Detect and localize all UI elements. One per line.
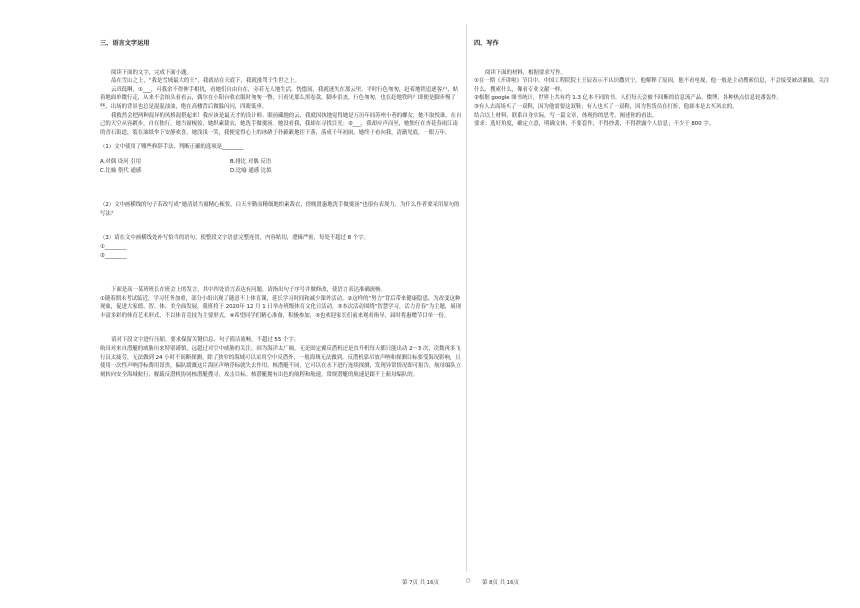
passage-paragraph-1: 喆在雪山之上，“我是雪域最大的王”，我就站在天底下，我就涨驾于生世之上。 [111, 78, 300, 85]
question-3-prompt: （3）请在文中画横线处补写恰当的语句，使整段文字语意完整连贯，内容贴切，逻辑严密，每处不超过 8 个字。 [100, 235, 370, 242]
writing-intro: 阅读下面的材料，根据要求写作。 [485, 69, 566, 76]
task-3-text: 航母对来自潜艇的威胁历来特别谨慎，远超过对空中威胁的关注。因为海洋太广阔，无论固定翼反潜机还是直升机每天都只能出动 2～3 次，次数再多飞行员太疲劳，无法做到 24 小时不间断探测。除了狭窄的海域可以采用空中反潜外，一般海域无法做到。反潜机靠吊放声呐和探测目标要受海况影响，且使用一次性声呐浮标费用昂贵，偏队缓溉这片海区声呐浮标就失去作用。核潜艇不同，它可以在水下进行连续探测，发现异常情况即可报告，航母编队立刻转向安全海域航行，舰载反潜机协同核潜艇搜寻，攻击目标。核潜艇拥有出色的航程和航速，常规潜艇的航速是跟不上航母编队的。 [100, 346, 462, 378]
question-2: （2）文中画横线的句子若改写成“她清晨当窗精心梳妆，白天辛勤而精细地织素裁衣，傍晚贤惠地洗手做羹汤”也很有表现力，为什么作者要采用原句的写法？ [100, 202, 460, 217]
question-1-options-row-1 [100, 158, 462, 167]
left-column [100, 28, 462, 379]
page-number-right: 第 8页 共 16页 [482, 580, 519, 586]
material-item-1: ①在一期《开讲啦》节目中，中国工程院院士王辰表示不认识撒贝宁，他解释了原因，他不看电视，他一般是主动搜索信息，不会接受被动灌输，关注什么，搜索什么，像看专业文献一样。 [474, 78, 830, 93]
option-d: D.比喻 通感 比拟 [230, 167, 272, 174]
passage-paragraph-2: 云真低啊，①___，可我余不得伸手相扰，看她们自由自在，旁若无人地生活。恍惚间，我就迷失在那云里。平时行色匆匆，赶着地铁追逐客户，贴着地面单微行走，从来不会抬头看看云，偶尔在小阳台收衣服时匆匆一瞥，只看见那么黑卷款，脚步沮丧，行色匆匆，也在赶地铁吗？即便是脚步慢了些，出场的背景也总是混混浊浊，绝在高楼背后做躲闪闪，四眼低垂。 [100, 86, 459, 110]
question-1-options-row-2 [100, 167, 462, 176]
question-1-prompt: （1）文中使用了哪些修辞手法，判断正确的选项是________ [100, 144, 244, 151]
section-title-writing: 四、写作 [474, 40, 499, 47]
task-3-intro: 请对下段文字进行压缩。要求保留关键信息，句子简洁流畅，不超过 55 个字。 [111, 337, 300, 344]
task-2-intro: 下面是高一某班班长在班会上的发言，其中四处语言表达有问题，请指出句子序号并做修改，使语言表达准确流畅。 [111, 287, 386, 294]
task-2-text: ①随着期末考试临近，学习任务加重，部分小组出现了随意不上体育课，延长学习时间和减少课外活动。②这样的“努力”背后带来健康隐患，为改变这种现象，促进大家德、智、体、美全面发展，我班将于 2020年 12 月 1 日举办班级体育文化日活动，③本次活动围绕“智慧学习，活力青春”为主题，展现丰富多彩的体育艺术形式，不以体育竞技为主要形式，④希望同学们精心准备，积极参加，⑤也欢迎家长们前来观看指导，届时将惠赠节目单一份。 [100, 295, 462, 319]
passage-paragraph-3: 我救然会把两种混异的风格混搭起来！我应该是最天才的设计师。眼前藏地的云，我就因执地觉得她是万历年间苏州小巷的螺女，她不取悦谁，在自己的天空从容踱步，自在独行，她当窗梳妆，她织素裁衣，她洗手做羹汤。她没看我，我却在寻找目光：②___，我却应声而至，她独行在杏花春雨江南的青石街道，裂在油纸伞下安静欢喜，她浅浅一笑，我便觉得心上的冰碴子扑簌簌地往下落，落成千年初雨，她终于看向我，清澈见底，一眼万年。 [100, 112, 462, 136]
footer-separator-icon: ○ [466, 578, 471, 584]
writing-requirement-2: 要求：选好角度，确定立意，明确文体，不要套作，不得抄袭，不得泄露个人信息；不少于 800 字。 [474, 121, 715, 128]
option-a: A.对偶 设问 引用 [100, 158, 142, 165]
question-3-blank-2: ②________ [100, 252, 127, 259]
option-b: B.排比 对偶 反语 [230, 158, 272, 165]
material-item-2: ②根据 google 图书统计，世界上共有约 1.3 亿本不同的书。人们每天会被不间断的信息流产品、微博、各种热点信息轮番轰炸。 [474, 95, 783, 102]
writing-requirement-1: 结合以上材料，联系自身实际，写一篇文章，体现你的思考，阐述你的看法。 [474, 112, 658, 119]
reading-intro: 阅读下面的文字，完成下面小题。 [111, 69, 192, 76]
column-divider [466, 24, 467, 572]
material-item-3: ③有人去商场买了一双鞋，因为他需要这双鞋；有人也买了一双鞋，因为售货员在打折，他却本是去买风衣的。 [474, 103, 738, 110]
right-column [474, 28, 832, 129]
page-number-left: 第 7页 共 16页 [402, 580, 439, 586]
option-c: C.比喻 借代 通感 [100, 167, 142, 174]
question-3-blank-1: ①________ [100, 243, 127, 250]
section-title-language-use: 三、语言文字运用 [100, 40, 150, 47]
